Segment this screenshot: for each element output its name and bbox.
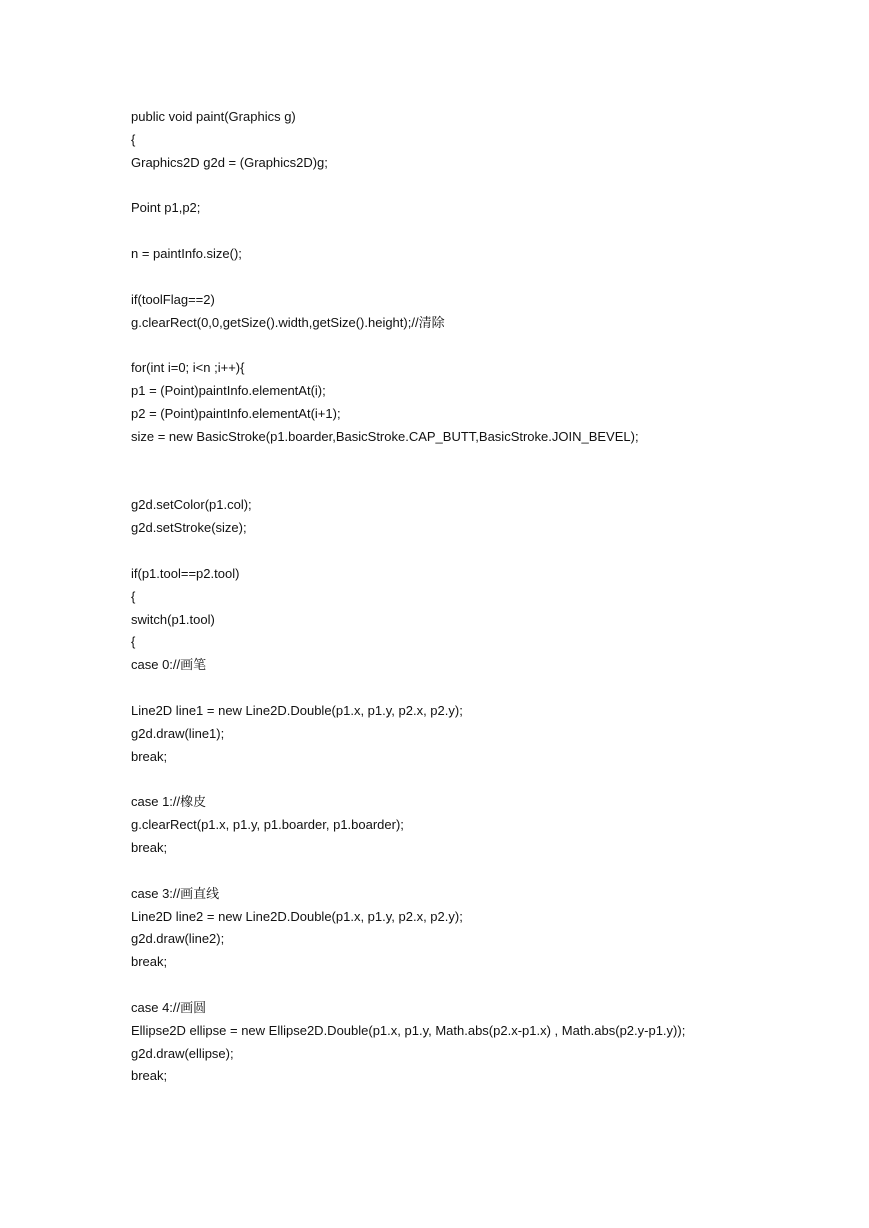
code-line: break; xyxy=(131,1068,168,1084)
code-line: n = paintInfo.size(); xyxy=(131,246,242,262)
blank-line xyxy=(131,768,831,791)
code-line: case 4://画圆 xyxy=(131,999,207,1015)
blank-line xyxy=(131,540,831,563)
code-line: g.clearRect(p1.x, p1.y, p1.boarder, p1.boarder); xyxy=(131,817,404,833)
code-line: g2d.draw(line1); xyxy=(131,725,225,741)
blank-line xyxy=(131,449,831,472)
code-listing xyxy=(131,106,831,1088)
code-line: if(toolFlag==2) xyxy=(131,291,215,307)
code-line: { xyxy=(131,131,136,147)
code-line: case 1://橡皮 xyxy=(131,794,207,810)
code-line: g2d.draw(ellipse); xyxy=(131,1045,234,1061)
code-line: Ellipse2D ellipse = new Ellipse2D.Double(p1.x, p1.y, Math.abs(p2.x-p1.x) , Math.abs(p2.y-p1.y)); xyxy=(131,1022,686,1038)
blank-line xyxy=(131,266,831,289)
code-line: switch(p1.tool) xyxy=(131,611,215,627)
code-line: break; xyxy=(131,840,168,855)
code-line: { xyxy=(131,634,136,650)
blank-line xyxy=(131,175,831,198)
blank-line xyxy=(131,974,831,997)
code-line: case 3://画直线 xyxy=(131,885,220,901)
code-line: p2 = (Point)paintInfo.elementAt(i+1); xyxy=(131,405,341,421)
code-line: Line2D line2 = new Line2D.Double(p1.x, p1.y, p2.x, p2.y); xyxy=(131,908,463,924)
code-line: size = new BasicStroke(p1.boarder,BasicStroke.CAP_BUTT,BasicStroke.JOIN_BEVEL); xyxy=(131,428,639,444)
code-line: Line2D line1 = new Line2D.Double(p1.x, p1.y, p2.x, p2.y); xyxy=(131,702,463,718)
blank-line xyxy=(131,334,831,357)
code-line: for(int i=0; i<n ;i++){ xyxy=(131,360,245,376)
code-line: break; xyxy=(131,748,168,764)
code-line: g2d.setColor(p1.col); xyxy=(131,497,252,513)
code-line: if(p1.tool==p2.tool) xyxy=(131,565,240,581)
blank-line xyxy=(131,220,831,243)
blank-line xyxy=(131,860,831,883)
code-line: break; xyxy=(131,954,168,970)
code-line: case 0://画笔 xyxy=(131,657,207,673)
code-line: Graphics2D g2d = (Graphics2D)g; xyxy=(131,154,328,170)
code-line: g2d.setStroke(size); xyxy=(131,520,247,536)
blank-line xyxy=(131,472,831,495)
code-line: p1 = (Point)paintInfo.elementAt(i); xyxy=(131,383,326,399)
blank-line xyxy=(131,677,831,700)
code-line: { xyxy=(131,588,136,604)
code-line: Point p1,p2; xyxy=(131,200,201,216)
code-line: public void paint(Graphics g) xyxy=(131,109,296,124)
code-line: g.clearRect(0,0,getSize().width,getSize().height);//清除 xyxy=(131,314,445,330)
code-line: g2d.draw(line2); xyxy=(131,931,225,947)
